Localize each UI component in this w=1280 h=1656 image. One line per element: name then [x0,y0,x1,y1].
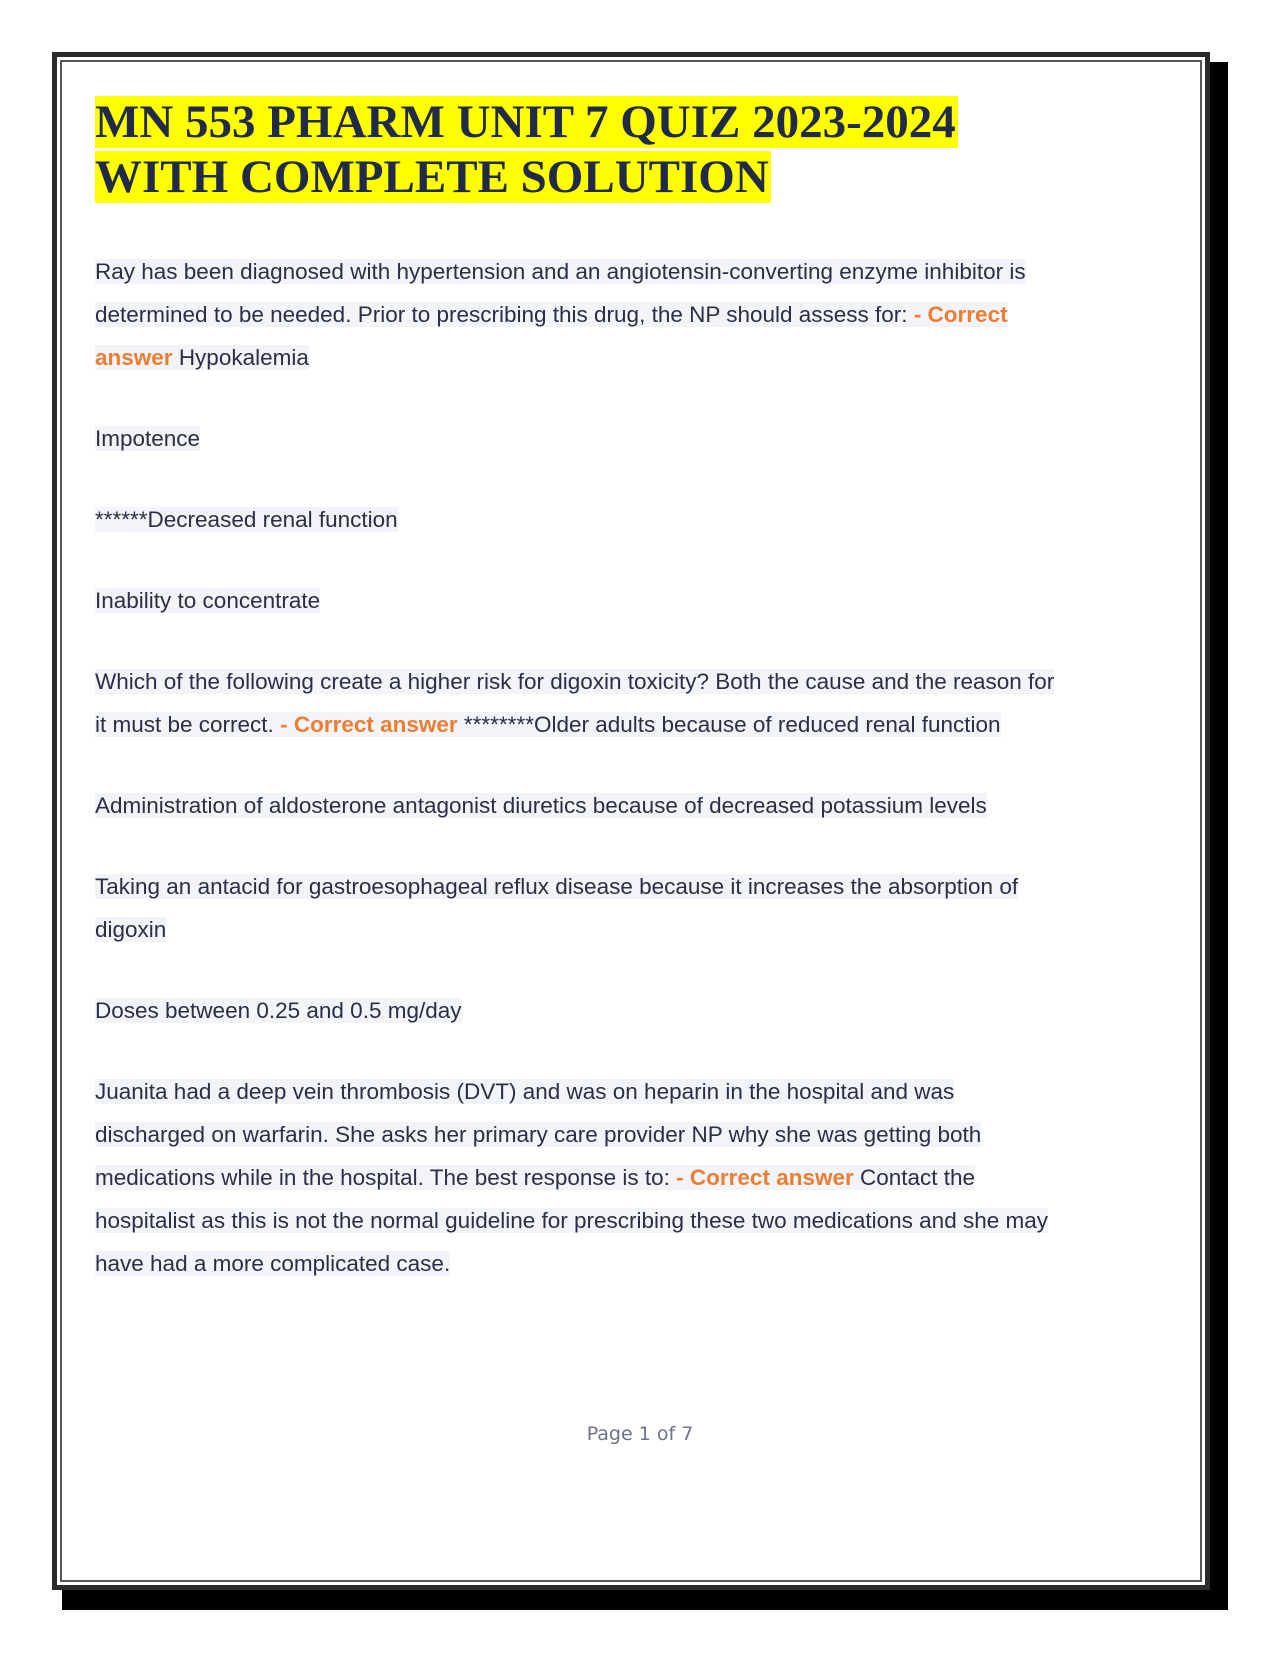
document-content [95,95,1055,1285]
correct-answer-marker: - Correct answer [676,1165,854,1190]
question-3-text: Juanita had a deep vein thrombosis (DVT) and was on heparin in the hospital and was discharged on warfarin. She asks her primary care provider NP why she was getting both medications while in the hospital. The best response is to: [95,1079,982,1190]
question-2-answer: ********Older adults because of reduced renal function [463,712,1001,737]
question-1-text: Ray has been diagnosed with hypertension and an angiotensin-converting enzyme inhibitor is determined to be needed. Prior to prescribing this drug, the NP should assess for: [95,259,1026,327]
page-number-footer: Page 1 of 7 [586,1423,694,1445]
question-3-answer: Contact the hospitalist as this is not the normal guideline for prescribing these two medications and she may have had a more complicated case. [95,1165,1048,1276]
correct-answer-marker: - Correct answer [280,712,458,737]
question-2-text: Which of the following create a higher risk for digoxin toxicity? Both the cause and the reason for it must be correct. [95,669,1055,737]
question-2 [95,660,1055,746]
title-line-2: WITH COMPLETE SOLUTION [95,151,769,203]
question-3 [95,1070,1055,1285]
question-1-answer: Hypokalemia [178,345,309,370]
option-item: Taking an antacid for gastroesophageal reflux disease because it increases the absorption of digoxin [95,874,1019,942]
option-item: Inability to concentrate [95,588,321,613]
option-item: Impotence [95,426,201,451]
correct-answer-marker: - Correct answer [95,302,1008,370]
option-item: Administration of aldosterone antagonist diuretics because of decreased potassium levels [95,793,987,818]
option-item: ******Decreased renal function [95,507,398,532]
question-1 [95,250,1055,379]
option-item: Doses between 0.25 and 0.5 mg/day [95,998,462,1023]
document-title [95,95,1055,205]
title-line-1: MN 553 PHARM UNIT 7 QUIZ 2023-2024 [95,96,956,148]
